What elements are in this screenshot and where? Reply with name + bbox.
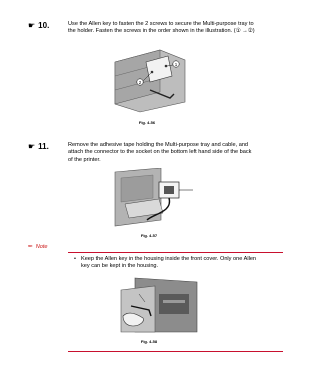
step-11-number: ☛ 11. xyxy=(28,141,49,151)
step-10-number: ☛ 10. xyxy=(28,20,50,30)
figure-caption-4-57: Fig. 4-57 xyxy=(140,233,158,238)
note-bullet-text: Keep the Allen key in the housing inside the front cover. Only one Allen key can be kept in the housing. xyxy=(80,256,257,270)
step-10-text: Use the Allen key to fasten the 2 screws to secure the Multi-purpose tray to the holder. Fasten the screws in the order shown in the illustration. (① →②) xyxy=(68,21,255,35)
callout-2: 2 xyxy=(138,79,142,85)
pencil-icon: ✏ xyxy=(28,244,33,250)
printer-screw-illustration xyxy=(110,42,200,114)
pointing-hand-icon: ☛ xyxy=(28,141,36,151)
printer-connector-illustration xyxy=(113,168,198,228)
pointing-hand-icon: ☛ xyxy=(28,20,36,30)
callout-1: 1 xyxy=(174,61,178,67)
bullet-marker: • xyxy=(74,256,76,262)
note-bullet xyxy=(74,256,283,271)
figure-4-57 xyxy=(113,168,198,228)
figure-4-58 xyxy=(115,276,200,334)
figure-caption-4-58: Fig. 4-58 xyxy=(140,339,158,344)
step-11-text: Remove the adhesive tape holding the Multi-purpose tray and cable, and attach the connector to the socket on the bottom left hand side of the back of the printer. xyxy=(68,142,252,163)
note-top-divider xyxy=(68,252,283,253)
note-bottom-divider xyxy=(68,351,283,352)
figure-4-56 xyxy=(110,42,200,114)
figure-caption-4-56: Fig. 4-56 xyxy=(138,120,156,125)
note-label: ✏ Note xyxy=(28,244,48,250)
allen-key-housing-illustration xyxy=(115,276,200,334)
